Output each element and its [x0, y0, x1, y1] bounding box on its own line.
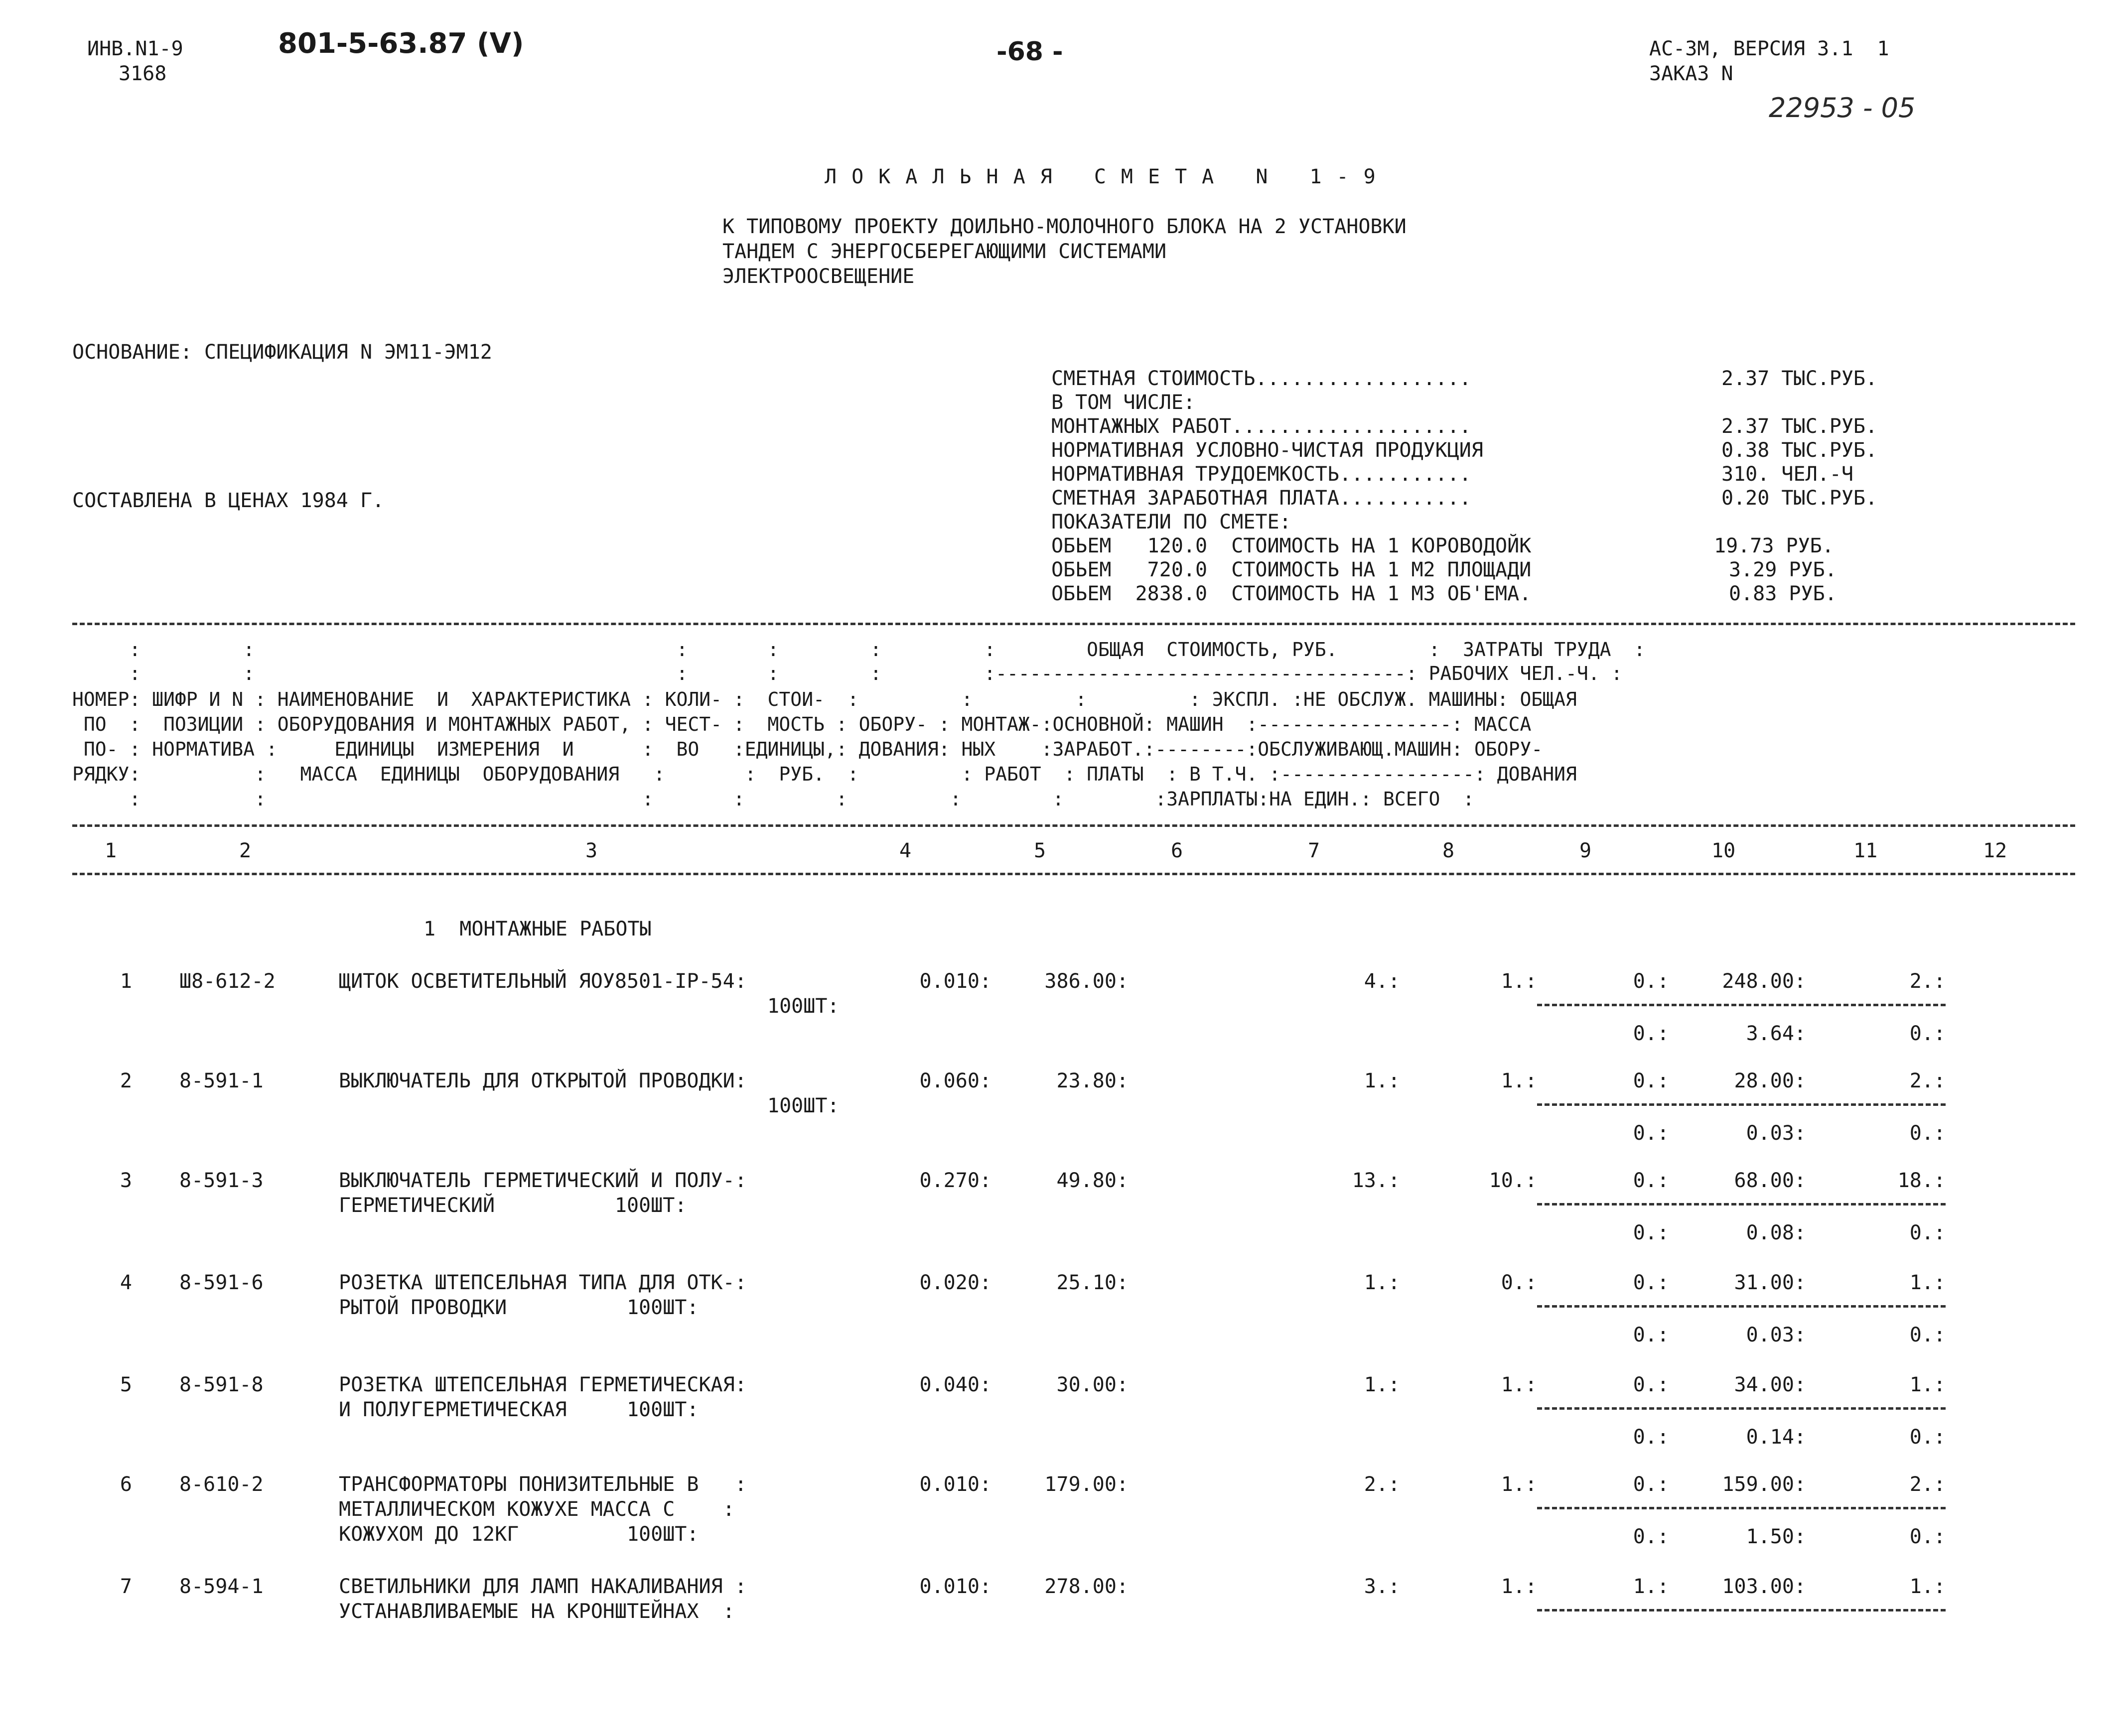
- row-labor-total: 2.:: [1909, 1069, 1946, 1092]
- row-service-per-unit: 0.03:: [1746, 1122, 1806, 1145]
- row-labor-total: 1.:: [1909, 1575, 1946, 1598]
- row-machine-cost: 1.:: [1633, 1575, 1669, 1598]
- row-wage: 1.:: [1501, 1575, 1537, 1598]
- row-service-total: 0.:: [1909, 1324, 1946, 1346]
- row-number: 3: [120, 1169, 132, 1192]
- system-version: АС-3М, ВЕРСИЯ 3.1 1: [1649, 37, 1889, 60]
- row-labor-total: 2.:: [1909, 1473, 1946, 1496]
- row-labor-per-unit: 103.00:: [1722, 1575, 1806, 1598]
- row-wage: 10.:: [1489, 1169, 1537, 1192]
- column-number: 12: [1983, 839, 2007, 862]
- header-line: : : : : : : : :ЗАРПЛАТЫ:НА ЕДИН.: ВСЕГО :: [72, 788, 1474, 810]
- row-name-line: МЕТАЛЛИЧЕСКОМ КОЖУХЕ МАССА С :: [339, 1498, 735, 1521]
- summary-label: НОРМАТИВНАЯ ТРУДОЕМКОСТЬ...........: [1051, 463, 1471, 486]
- row-labor-per-unit: 159.00:: [1722, 1473, 1806, 1496]
- row-labor-per-unit: 34.00:: [1734, 1373, 1806, 1396]
- row-code: 8-610-2: [179, 1473, 264, 1496]
- summary-value: 0.38 ТЫС.РУБ.: [1721, 439, 1878, 462]
- row-quantity: 0.010:: [919, 1575, 991, 1598]
- order-number: 22953 - 05: [1769, 92, 1916, 124]
- row-number: 6: [120, 1473, 132, 1496]
- column-number: 10: [1711, 839, 1736, 862]
- row-name-line: ГЕРМЕТИЧЕСКИЙ 100ШТ:: [339, 1194, 687, 1217]
- document-title: ЛОКАЛЬНАЯ СМЕТА N 1-9: [825, 165, 1391, 188]
- row-machine-cost: 0.:: [1633, 1473, 1669, 1496]
- header-line: РЯДКУ: : МАССА ЕДИНИЦЫ ОБОРУДОВАНИЯ : : РУБ. : : РАБОТ : ПЛАТЫ : В Т.Ч. :-----------------: ДОВАНИЯ: [72, 763, 1577, 785]
- inventory-number-sub: 3168: [119, 62, 167, 85]
- summary-label: ОБЬЕМ 720.0 СТОИМОСТЬ НА 1 М2 ПЛОЩАДИ: [1051, 558, 1532, 581]
- row-labor-per-unit: 68.00:: [1734, 1169, 1806, 1192]
- row-machine-wage: 0.:: [1633, 1122, 1669, 1145]
- page-number: -68 -: [996, 37, 1063, 67]
- row-subdivider: [1537, 1407, 1946, 1410]
- row-name-line: РОЗЕТКА ШТЕПСЕЛЬНАЯ ГЕРМЕТИЧЕСКАЯ:: [339, 1373, 747, 1396]
- column-number: 3: [585, 839, 598, 862]
- header-line: ПО : ПОЗИЦИИ : ОБОРУДОВАНИЯ И МОНТАЖНЫХ РАБОТ, : ЧЕСТ- : МОСТЬ : ОБОРУ- : МОНТАЖ-:ОСНОВНОЙ: МАШИН :-----------------: МАССА: [72, 713, 1532, 735]
- row-wage: 1.:: [1501, 970, 1537, 993]
- project-line-3: ЭЛЕКТРООСВЕЩЕНИЕ: [722, 265, 915, 288]
- header-bottom-rule: [72, 824, 2075, 827]
- row-unit-price: 25.10:: [1056, 1271, 1129, 1294]
- row-unit-price: 179.00:: [1044, 1473, 1129, 1496]
- header-line: : : : : : :------------------------------------: РАБОЧИХ ЧЕЛ.-Ч. :: [72, 663, 1623, 684]
- row-labor-total: 2.:: [1909, 970, 1946, 993]
- row-service-per-unit: 0.08:: [1746, 1221, 1806, 1244]
- column-number-rule: [72, 873, 2075, 875]
- row-mounting-cost: 3.:: [1364, 1575, 1400, 1598]
- row-number: 5: [120, 1373, 132, 1396]
- row-service-total: 0.:: [1909, 1525, 1946, 1548]
- summary-label: ОБЬЕМ 2838.0 СТОИМОСТЬ НА 1 М3 ОБ'ЕМА.: [1051, 582, 1532, 605]
- row-machine-cost: 0.:: [1633, 970, 1669, 993]
- row-quantity: 0.060:: [919, 1069, 991, 1092]
- prices-year: СОСТАВЛЕНА В ЦЕНАХ 1984 Г.: [72, 489, 385, 512]
- row-number: 1: [120, 970, 132, 993]
- row-name-line: СВЕТИЛЬНИКИ ДЛЯ ЛАМП НАКАЛИВАНИЯ :: [339, 1575, 747, 1598]
- row-machine-cost: 0.:: [1633, 1169, 1669, 1192]
- row-name-line: 100ШТ:: [767, 995, 840, 1018]
- project-line-1: К ТИПОВОМУ ПРОЕКТУ ДОИЛЬНО-МОЛОЧНОГО БЛОКА НА 2 УСТАНОВКИ: [722, 215, 1407, 238]
- summary-value: 2.37 ТЫС.РУБ.: [1721, 415, 1878, 438]
- row-wage: 1.:: [1501, 1373, 1537, 1396]
- row-subdivider: [1537, 1305, 1946, 1308]
- row-service-per-unit: 0.14:: [1746, 1426, 1806, 1449]
- summary-label: НОРМАТИВНАЯ УСЛОВНО-ЧИСТАЯ ПРОДУКЦИЯ: [1051, 439, 1483, 462]
- row-mounting-cost: 13.:: [1352, 1169, 1400, 1192]
- summary-label: ОБЬЕМ 120.0 СТОИМОСТЬ НА 1 КОРОВОДОЙК: [1051, 534, 1532, 557]
- row-code: 8-591-8: [179, 1373, 264, 1396]
- row-labor-total: 18.:: [1897, 1169, 1946, 1192]
- inventory-number: ИНВ.N1-9: [87, 37, 183, 60]
- row-service-per-unit: 1.50:: [1746, 1525, 1806, 1548]
- row-machine-cost: 0.:: [1633, 1069, 1669, 1092]
- row-name-line: ВЫКЛЮЧАТЕЛЬ ДЛЯ ОТКРЫТОЙ ПРОВОДКИ:: [339, 1069, 747, 1092]
- summary-value: 0.83 РУБ.: [1729, 582, 1837, 605]
- row-wage: 1.:: [1501, 1473, 1537, 1496]
- row-labor-per-unit: 248.00:: [1722, 970, 1806, 993]
- table-top-rule: [72, 623, 2075, 625]
- row-labor-per-unit: 31.00:: [1734, 1271, 1806, 1294]
- row-subdivider: [1537, 1004, 1946, 1006]
- row-machine-cost: 0.:: [1633, 1271, 1669, 1294]
- column-number: 4: [899, 839, 912, 862]
- row-code: Ш8-612-2: [179, 970, 276, 993]
- section-title: 1 МОНТАЖНЫЕ РАБОТЫ: [424, 918, 652, 940]
- row-service-total: 0.:: [1909, 1426, 1946, 1449]
- summary-value: 3.29 РУБ.: [1729, 558, 1837, 581]
- row-service-per-unit: 3.64:: [1746, 1022, 1806, 1045]
- row-machine-wage: 0.:: [1633, 1525, 1669, 1548]
- row-quantity: 0.010:: [919, 1473, 991, 1496]
- column-number: 9: [1579, 839, 1592, 862]
- row-service-total: 0.:: [1909, 1122, 1946, 1145]
- row-quantity: 0.040:: [919, 1373, 991, 1396]
- row-code: 8-591-1: [179, 1069, 264, 1092]
- row-unit-price: 30.00:: [1056, 1373, 1129, 1396]
- column-number: 6: [1171, 839, 1183, 862]
- row-service-total: 0.:: [1909, 1221, 1946, 1244]
- row-name-line: ВЫКЛЮЧАТЕЛЬ ГЕРМЕТИЧЕСКИЙ И ПОЛУ-:: [339, 1169, 747, 1192]
- summary-value: 0.20 ТЫС.РУБ.: [1721, 487, 1878, 510]
- row-subdivider: [1537, 1203, 1946, 1205]
- row-machine-wage: 0.:: [1633, 1022, 1669, 1045]
- row-subdivider: [1537, 1507, 1946, 1509]
- row-subdivider: [1537, 1609, 1946, 1611]
- row-machine-wage: 0.:: [1633, 1324, 1669, 1346]
- row-quantity: 0.020:: [919, 1271, 991, 1294]
- row-unit-price: 49.80:: [1056, 1169, 1129, 1192]
- header-line: ПО- : НОРМАТИВА : ЕДИНИЦЫ ИЗМЕРЕНИЯ И : ВО :ЕДИНИЦЫ,: ДОВАНИЯ: НЫХ :ЗАРАБОТ.:--------:ОБСЛУЖИВАЮЩ.МАШИН: ОБОРУ-: [72, 738, 1543, 760]
- header-line: НОМЕР: ШИФР И N : НАИМЕНОВАНИЕ И ХАРАКТЕРИСТИКА : КОЛИ- : СТОИ- : : : : ЭКСПЛ. :НЕ ОБСЛУЖ. МАШИНЫ: ОБЩАЯ: [72, 688, 1577, 710]
- row-code: 8-591-6: [179, 1271, 264, 1294]
- header-line: : : : : : : ОБЩАЯ СТОИМОСТЬ, РУБ. : ЗАТРАТЫ ТРУДА :: [72, 639, 1646, 661]
- row-quantity: 0.270:: [919, 1169, 991, 1192]
- row-labor-total: 1.:: [1909, 1373, 1946, 1396]
- summary-label: ПОКАЗАТЕЛИ ПО СМЕТЕ:: [1051, 511, 1291, 534]
- column-number: 7: [1308, 839, 1320, 862]
- row-name-line: 100ШТ:: [767, 1094, 840, 1117]
- summary-label: МОНТАЖНЫХ РАБОТ....................: [1051, 415, 1471, 438]
- project-line-2: ТАНДЕМ С ЭНЕРГОСБЕРЕГАЮЩИМИ СИСТЕМАМИ: [722, 240, 1167, 263]
- summary-value: 310. ЧЕЛ.-Ч: [1721, 463, 1853, 486]
- row-machine-wage: 0.:: [1633, 1426, 1669, 1449]
- row-name-line: ТРАНСФОРМАТОРЫ ПОНИЗИТЕЛЬНЫЕ В :: [339, 1473, 747, 1496]
- row-machine-cost: 0.:: [1633, 1373, 1669, 1396]
- row-number: 4: [120, 1271, 132, 1294]
- column-number: 2: [239, 839, 252, 862]
- row-mounting-cost: 4.:: [1364, 970, 1400, 993]
- row-mounting-cost: 1.:: [1364, 1069, 1400, 1092]
- row-number: 7: [120, 1575, 132, 1598]
- row-mounting-cost: 2.:: [1364, 1473, 1400, 1496]
- column-number: 11: [1853, 839, 1878, 862]
- row-subdivider: [1537, 1103, 1946, 1106]
- row-unit-price: 23.80:: [1056, 1069, 1129, 1092]
- row-name-line: РОЗЕТКА ШТЕПСЕЛЬНАЯ ТИПА ДЛЯ ОТК-:: [339, 1271, 747, 1294]
- summary-label: В ТОМ ЧИСЛЕ:: [1051, 391, 1195, 414]
- summary-value: 2.37 ТЫС.РУБ.: [1721, 367, 1878, 390]
- row-wage: 0.:: [1501, 1271, 1537, 1294]
- row-number: 2: [120, 1069, 132, 1092]
- basis-line: ОСНОВАНИЕ: СПЕЦИФИКАЦИЯ N ЭМ11-ЭМ12: [72, 341, 492, 364]
- row-code: 8-591-3: [179, 1169, 264, 1192]
- row-labor-total: 1.:: [1909, 1271, 1946, 1294]
- summary-label: СМЕТНАЯ ЗАРАБОТНАЯ ПЛАТА...........: [1051, 487, 1471, 510]
- row-machine-wage: 0.:: [1633, 1221, 1669, 1244]
- row-unit-price: 278.00:: [1044, 1575, 1129, 1598]
- column-number: 5: [1034, 839, 1046, 862]
- column-number: 1: [105, 839, 117, 862]
- row-code: 8-594-1: [179, 1575, 264, 1598]
- row-service-total: 0.:: [1909, 1022, 1946, 1045]
- row-service-per-unit: 0.03:: [1746, 1324, 1806, 1346]
- row-name-line: РЫТОЙ ПРОВОДКИ 100ШТ:: [339, 1296, 699, 1319]
- summary-value: 19.73 РУБ.: [1714, 534, 1834, 557]
- order-label: ЗАКАЗ N: [1649, 62, 1733, 85]
- row-name-line: КОЖУХОМ ДО 12КГ 100ШТ:: [339, 1523, 699, 1546]
- row-wage: 1.:: [1501, 1069, 1537, 1092]
- row-mounting-cost: 1.:: [1364, 1271, 1400, 1294]
- column-number: 8: [1442, 839, 1455, 862]
- row-mounting-cost: 1.:: [1364, 1373, 1400, 1396]
- row-unit-price: 386.00:: [1044, 970, 1129, 993]
- document-code: 801-5-63.87 (V): [278, 27, 524, 60]
- row-quantity: 0.010:: [919, 970, 991, 993]
- row-name-line: УСТАНАВЛИВАЕМЫЕ НА КРОНШТЕЙНАХ :: [339, 1600, 735, 1623]
- row-name-line: ЩИТОК ОСВЕТИТЕЛЬНЫЙ ЯОУ8501-IP-54:: [339, 970, 747, 993]
- summary-label: СМЕТНАЯ СТОИМОСТЬ..................: [1051, 367, 1471, 390]
- row-labor-per-unit: 28.00:: [1734, 1069, 1806, 1092]
- row-name-line: И ПОЛУГЕРМЕТИЧЕСКАЯ 100ШТ:: [339, 1398, 699, 1421]
